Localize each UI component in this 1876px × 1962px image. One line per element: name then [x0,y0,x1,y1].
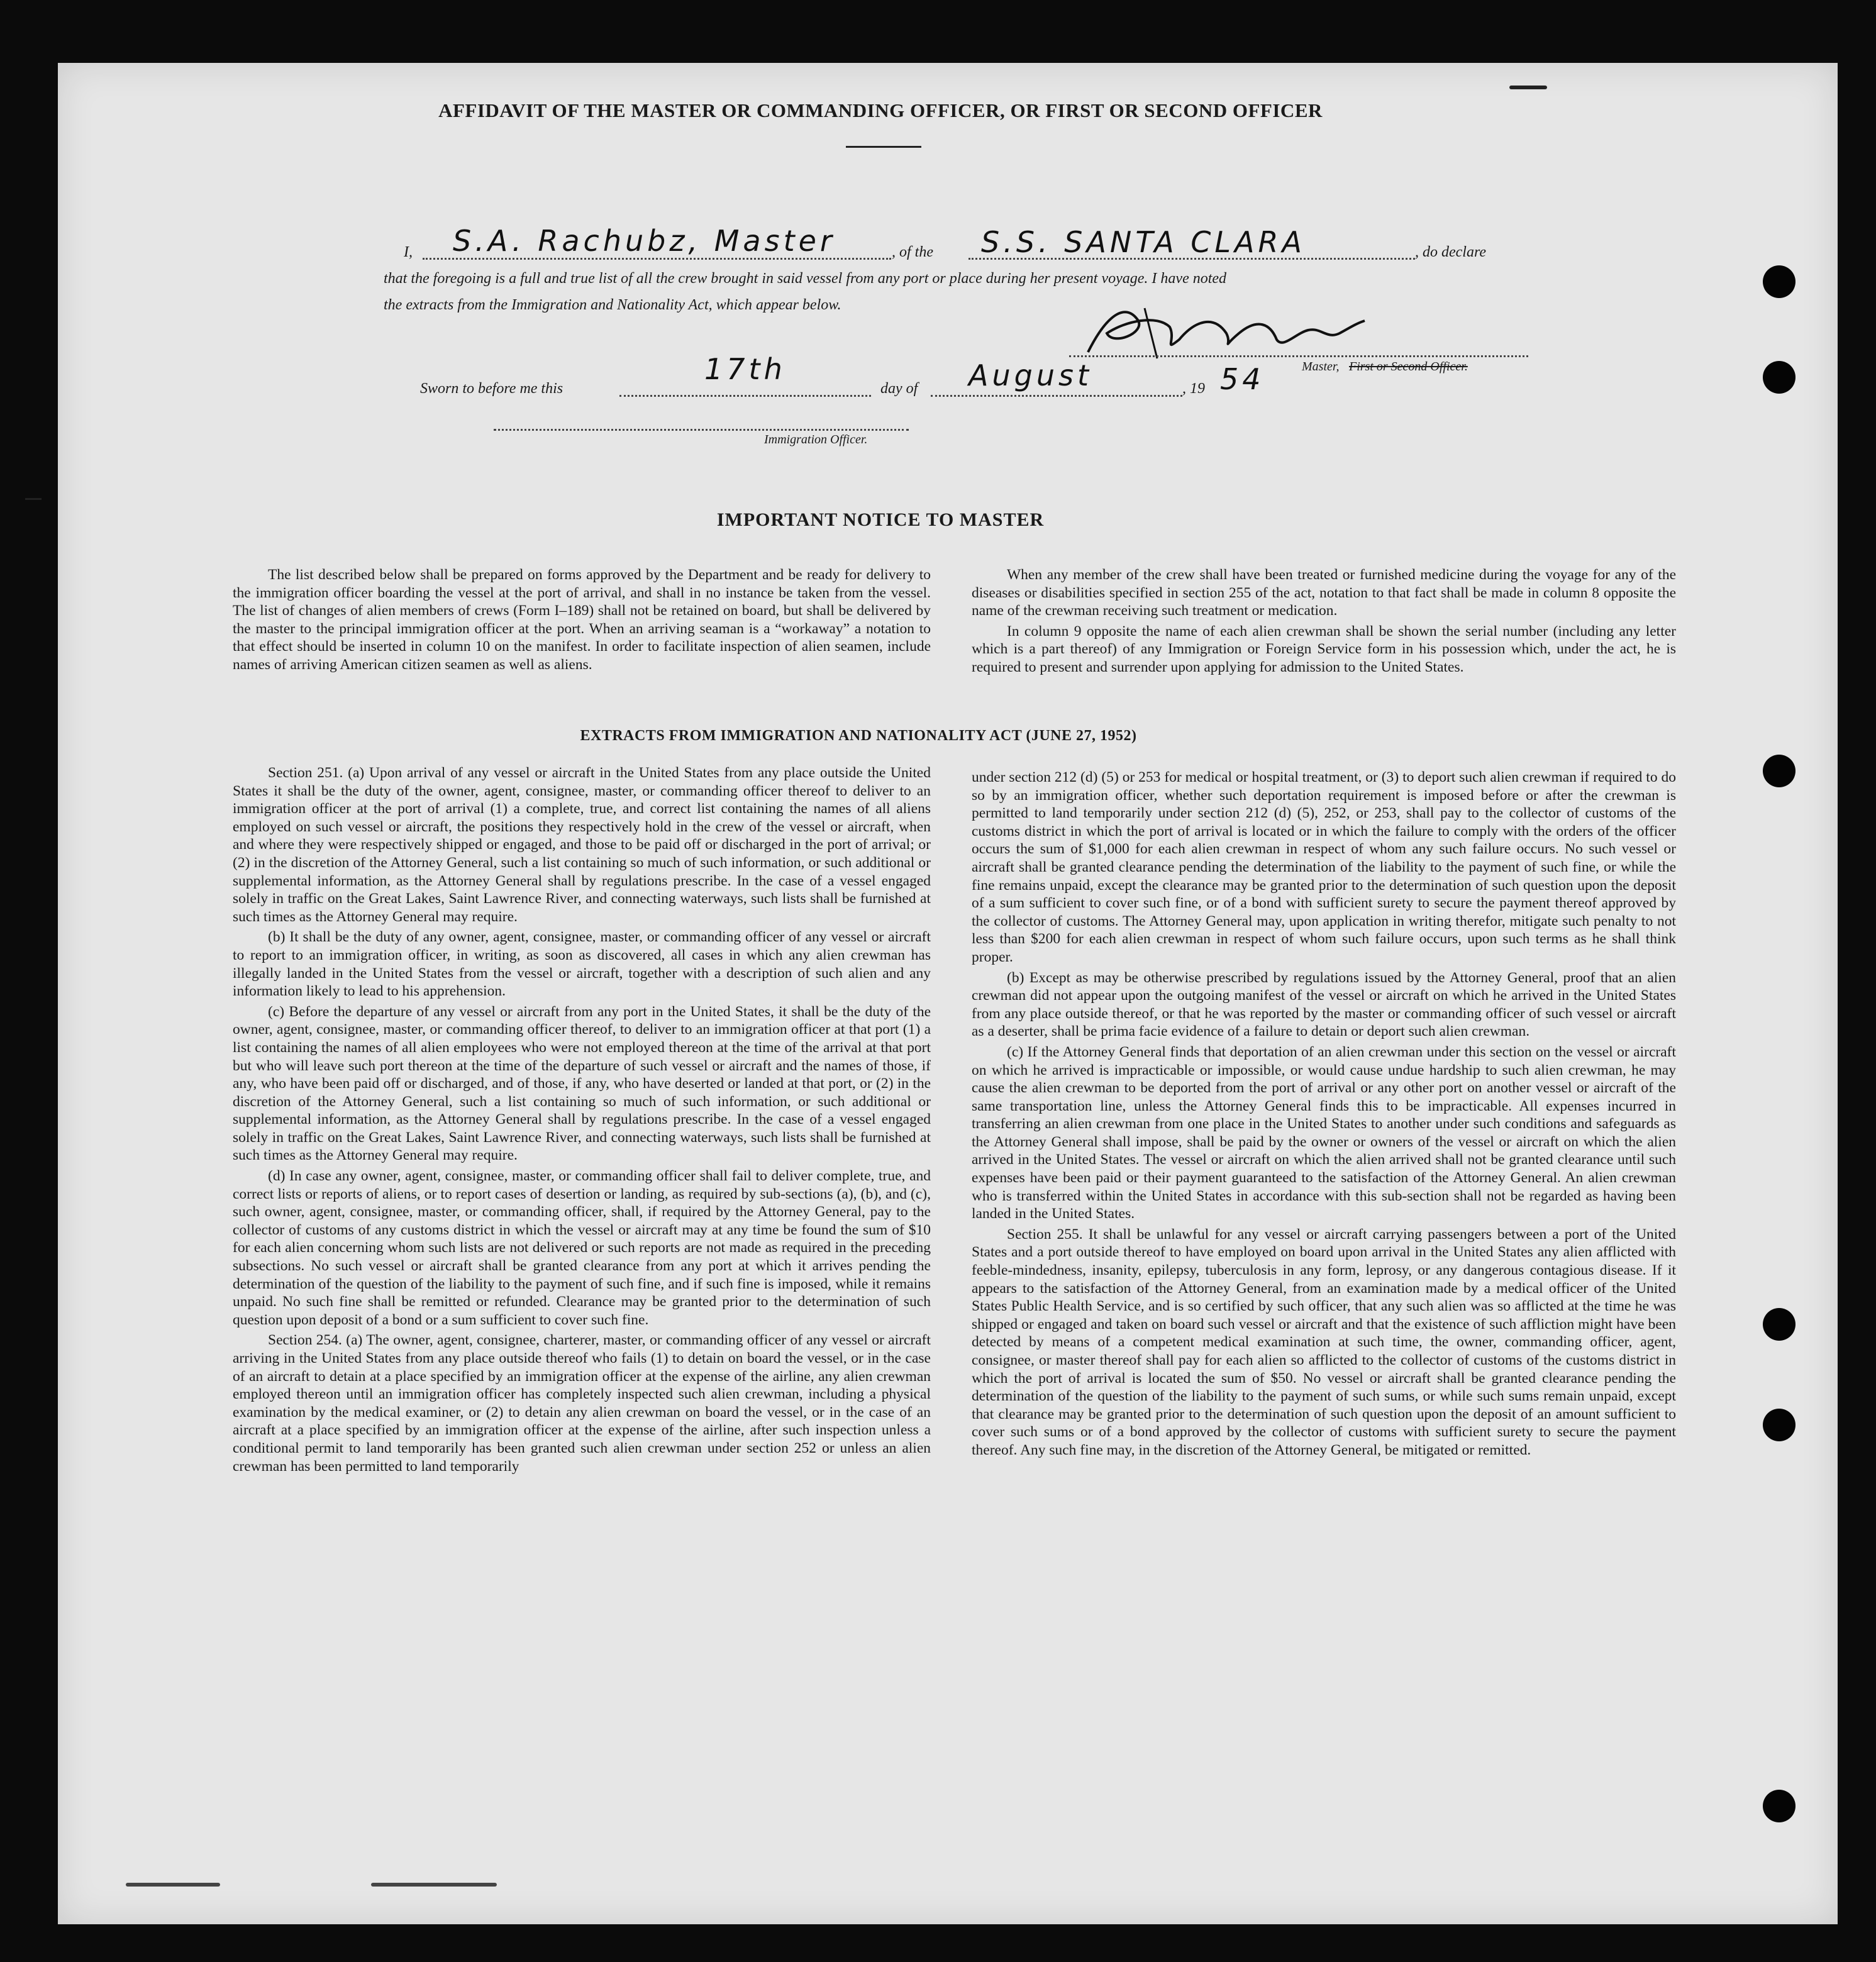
extract-paragraph: Section 255. It shall be unlawful for any vessel or aircraft carrying passengers between a port of the United States and a port outside thereof to have employed on board upon arrival in the United States any alien afflicted with feeble-mindedness, insanity, epilepsy, tuberculosis in any form, leprosy, or any dangerous contagious disease. If it appears to the satisfaction of the Attorney General, from an examination made by a medical officer of the United States Public Health Service, and is so certified by such officer, that any such alien was so afflicted at the time he was shipped or engaged and taken on board such vessel or aircraft and that the existence of such affliction might have been detected by means of a competent medical examination at such time, the owner, commanding officer, agent, consignee, or master thereof shall pay for each alien so afflicted to the collector of customs of the customs district in which the port of arrival is located the sum of $50. No vessel or aircraft shall be granted clearance pending the determination of the question of the liability to the payment of such sums, or while such sums remain unpaid, except that clearance may be granted prior to the determination of such question upon the deposit of an amount sufficient to cover such sums or of a bond approved by the collector of customs with sufficient surety to secure the payment thereof. Any such fine may, in the discretion of the Attorney General, be mitigated or remitted. [972,1226,1676,1458]
notice-paragraph: In column 9 opposite the name of each alien crewman shall be shown the serial number (including any letter which is a part thereof) of any Immigration or Foreign Service form in his possession which, under the act, he is required to present and surrender upon applying for admission to the United States. [972,623,1676,675]
extract-paragraph: (b) It shall be the duty of any owner, agent, consignee, master, or commanding officer of any vessel or aircraft to report to an immigration officer, in writing, as soon as discovered, all cases in which any alien crewman has illegally landed in the United States from the vessel or aircraft, together with a description of such alien and any information likely to lead to his apprehension. [233,929,931,1000]
declaration-line-2: that the foregoing is a full and true list of all the crew brought in said vessel from any port or place during her present voyage. I have noted [384,270,1227,287]
punch-hole [1763,1409,1796,1441]
notice-left-column [233,566,931,677]
extract-paragraph: Section 254. (a) The owner, agent, consignee, charterer, master, or commanding officer of any vessel or aircraft arriving in the United States from any place outside thereof who fails (1) to detain on board the vessel, or in the case of an aircraft to detain at a place specified by an immigration officer at the expense of the airline, any alien crewman employed thereon until an immigration officer has completely inspected such alien crewman, including a physical examination by the medical examiner, or (2) to detain any alien crewman on board the vessel, or in the case of an aircraft at a place specified by an immigration officer at the expense of the airline, after such inspection unless a conditional permit to land temporarily has been granted such alien crewman under section 252 or unless an alien crewman has been permitted to land temporarily [233,1332,931,1475]
title-divider [846,146,921,148]
master-name: S.A. Rachubz, Master [453,224,836,258]
edge-mark [25,498,42,500]
extracts-right-column [972,768,1676,1462]
notice-title: IMPORTANT NOTICE TO MASTER [716,509,1045,530]
sworn-year: 54 [1220,362,1265,396]
immigration-officer-label: Immigration Officer. [764,433,868,446]
immigration-officer-line [494,429,909,431]
sworn-day-line [619,395,871,397]
signature-line [1069,355,1528,357]
master-signature [1069,296,1371,365]
sworn-day: 17th [704,352,786,386]
notice-paragraph: When any member of the crew shall have been treated or furnished medicine during the voyage for any of the diseases or disabilities specified in section 255 of the act, notation to that fact shall be made in column 8 opposite the name of the crewman receiving such treatment or medication. [972,567,1676,619]
day-of-label: day of [880,380,918,397]
extracts-left-column [233,764,931,1478]
do-declare-label: , do declare [1415,244,1487,260]
of-the-label: , of the [892,244,933,260]
extract-paragraph: (c) Before the departure of any vessel or aircraft from any port in the United States, it shall be the duty of the owner, agent, consignee, master, or commanding officer thereof, to deliver to an immigration officer at that port (1) a list containing the names of all alien employees who were not employed thereon at the time of the arrival at that port but who will leave such port thereon at the time of the departure of such vessel or aircraft and the names of those, if any, who have been paid off or discharged, and of those, if any, who have deserted or landed at that port, or (2) in the discretion of the Attorney General, such a list containing so much of such information, or such additional or supplemental information, as the Attorney General shall by regulations prescribe. In the case of a vessel engaged solely in traffic on the Great Lakes, Saint Lawrence River, and connecting waterways, such lists shall be furnished at such times as the Attorney General may require. [233,1003,931,1164]
edge-mark [371,1883,497,1887]
vessel-name: S.S. SANTA CLARA [981,225,1306,259]
sworn-prefix: Sworn to before me this [420,380,563,397]
notice-paragraph: The list described below shall be prepared on forms approved by the Department and be ready for delivery to the immigration officer boarding the vessel at the port of arrival, and shall in no instance be taken from the vessel. The list of changes of alien members of crews (Form I–189) shall not be retained on board, but shall be delivered by the master to the principal immigration officer at the port. When an arriving seaman is a “workaway” a notation to that effect should be inserted in column 10 on the manifest. In order to facilitate inspection of alien seamen, include names of arriving American citizen seamen as well as aliens. [233,567,931,673]
affidavit-title: AFFIDAVIT OF THE MASTER OR COMMANDING OFFICER, OR FIRST OR SECOND OFFICER [438,99,1323,121]
punch-hole [1763,1790,1796,1822]
extract-paragraph: under section 212 (d) (5) or 253 for medical or hospital treatment, or (3) to deport such alien crewman if required to do so by an immigration officer, whether such deportation requirement is imposed before or after the crewman is permitted to land temporarily under section 212 (d) (5), 252, or 253, shall pay to the collector of customs of the customs district in which the port of arrival is located or in which the failure to comply with the orders of the officer occurs the sum of $1,000 for each alien crewman in respect of whom any such failure occurs. No such vessel or aircraft shall be granted clearance pending the determination of the liability to the payment of such fine, or while the fine remains unpaid, except the clearance may be granted prior to the determination of such question upon the deposit of a sum sufficient to cover such fine, or of a bond with sufficient surety to secure the payment thereof approved by the collector of customs. The Attorney General may, upon application in writing therefor, mitigate such penalty to not less than $200 for each alien crewman in respect of whom such failure occurs, upon such terms as he shall think proper. [972,769,1676,965]
declaration-prefix: I, [404,244,413,260]
punch-hole [1763,1308,1796,1341]
extracts-title: EXTRACTS FROM IMMIGRATION AND NATIONALITY ACT (JUNE 27, 1952) [580,728,1137,744]
extract-paragraph: (c) If the Attorney General finds that deportation of an alien crewman under this section on the vessel or aircraft on which he arrived is impracticable or impossible, or would cause undue hardship to such alien crewman, he may cause the alien crewman to be deported from the port of arrival or any other port on another vessel or aircraft of the same transportation line, unless the Attorney General finds this to be impracticable. All expenses incurred in transferring an alien crewman from one place in the United States to another under such conditions and safeguards as the Attorney General shall impose, shall be paid by the owner or owners of the vessel or aircraft on which the alien arrived in the United States. The vessel or aircraft on which the alien arrived shall not be granted clearance until such expenses have been paid or their payment guaranteed to the satisfaction of the Attorney General. An alien crewman who is transferred within the United States in accordance with this sub-section shall not be regarded as having been landed in the United States. [972,1043,1676,1222]
punch-hole [1763,755,1796,787]
edge-mark [1509,86,1547,89]
year-prefix: , 19 [1182,380,1205,397]
extract-paragraph: (d) In case any owner, agent, consignee, master, or commanding officer shall fail to deliver complete, true, and correct lists or reports of aliens, or to report cases of desertion or landing, as required by sub-sections (a), (b), and (c), such owner, agent, consignee, master, or commanding officer, shall, if required by the Attorney General, pay to the collector of customs of any customs district in which the vessel or aircraft may at any time be found the sum of $10 for each alien concerning whom such lists are not delivered or such reports are not made as required in the preceding subsections. No such vessel or aircraft shall be granted clearance from any port at which it arrives pending the determination of the question of the liability to the payment of such fine, and if such fine is imposed, while it remains unpaid. No such fine shall be remitted or refunded. Clearance may be granted prior to the determination of such question upon deposit of a bond or a sum sufficient to cover such fine. [233,1168,931,1328]
sworn-month: August [969,358,1092,392]
extract-paragraph: Section 251. (a) Upon arrival of any vessel or aircraft in the United States from any place outside the United States it shall be the duty of the owner, agent, consignee, master, or commanding officer thereof to deliver to an immigration officer at the port of arrival (1) a complete, true, and correct list containing the names of all aliens employed on such vessel or aircraft, the positions they respectively hold in the crew of the vessel or aircraft, when and where they were respectively shipped or engaged, and those to be paid off or discharged in the port of arrival; or (2) in the discretion of the Attorney General, such a list containing so much of such information, or such additional or supplemental information, as the Attorney General shall by regulations prescribe. In the case of a vessel engaged solely in traffic on the Great Lakes, Saint Lawrence River, and connecting waterways, such lists shall be furnished at such times as the Attorney General may require. [233,765,931,925]
sworn-month-line [931,395,1182,397]
notice-right-column [972,566,1676,679]
signature-role-prefix: Master, [1302,360,1340,374]
extract-paragraph: (b) Except as may be otherwise prescribed by regulations issued by the Attorney General, proof that an alien crewman did not appear upon the outgoing manifest of the vessel or aircraft on which he arrived in the United States from any place outside thereof, or that he was reported by the master or commanding officer of such vessel or aircraft as a deserter, shall be prima facie evidence of a failure to detain or deport such alien crewman. [972,969,1676,1040]
punch-hole [1763,265,1796,298]
punch-hole [1763,361,1796,394]
signature-role-struck: First or Second Officer. [1349,360,1468,374]
declaration-line-3: the extracts from the Immigration and Nationality Act, which appear below. [384,297,841,313]
edge-mark [126,1883,220,1887]
master-name-line [423,258,891,260]
